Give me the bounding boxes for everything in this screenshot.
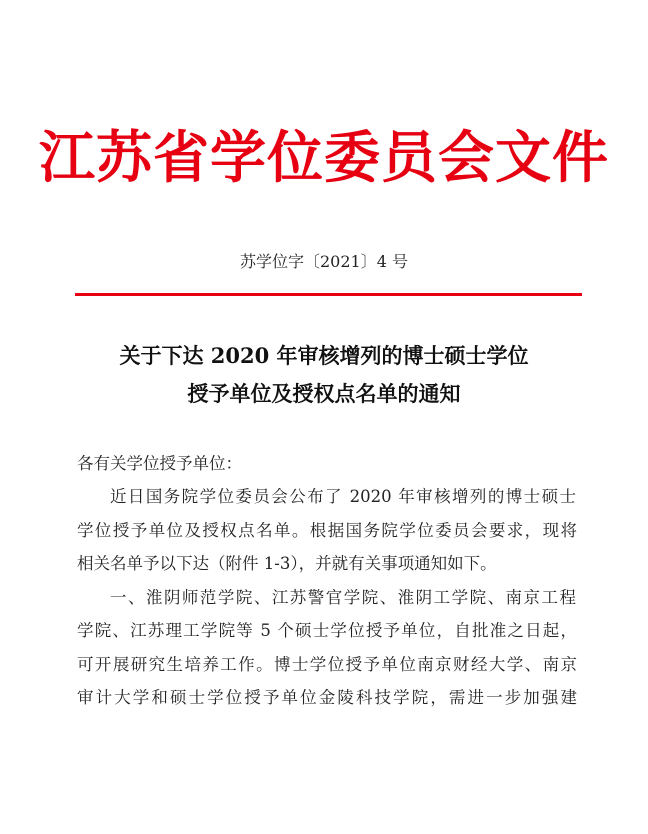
notice-title-line-2: 授予单位及授权点名单的通知 [187, 381, 461, 406]
salutation: 各有关学位授予单位： [77, 454, 242, 473]
body-line-1: 近日国务院学位委员会公布了 2020 年审核增列的博士硕士 [110, 487, 576, 506]
notice-title-line-1: 关于下达 2020 年审核增列的博士硕士学位 [119, 343, 529, 368]
issuer-header-title: 江苏省学位委员会文件 [39, 125, 609, 191]
body-line-4: 一、淮阴师范学院、江苏警官学院、淮阴工学院、南京工程 [110, 588, 576, 607]
red-divider-line [75, 293, 582, 296]
document-number: 苏学位字〔2021〕4 号 [240, 252, 408, 271]
body-line-2: 学位授予单位及授权点名单。根据国务院学位委员会要求，现将 [77, 521, 577, 540]
body-line-6: 可开展研究生培养工作。博士学位授予单位南京财经大学、南京 [77, 655, 577, 674]
body-line-7: 审计大学和硕士学位授予单位金陵科技学院，需进一步加强建 [77, 688, 577, 707]
body-line-3: 相关名单予以下达（附件 1-3），并就有关事项通知如下。 [77, 554, 497, 573]
body-line-5: 学院、江苏理工学院等 5 个硕士学位授予单位，自批准之日起， [77, 621, 577, 640]
